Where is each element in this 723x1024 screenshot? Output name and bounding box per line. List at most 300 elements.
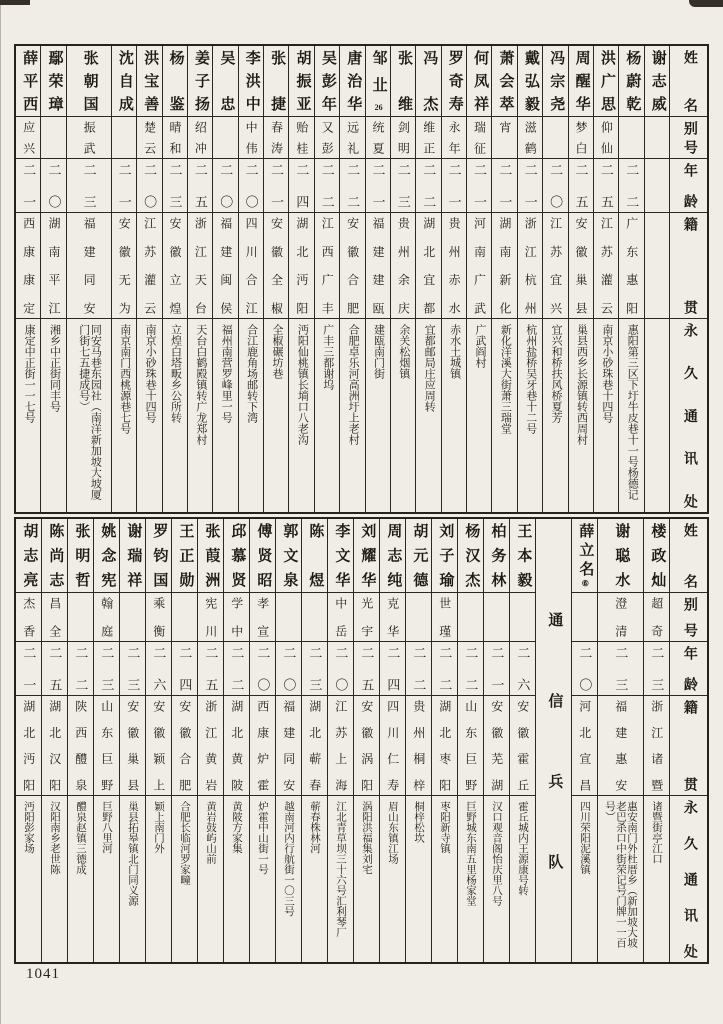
native-cell [354,696,379,796]
native-text: 浙江诸暨 [649,700,664,791]
age-text: 二三 [395,163,411,208]
age-text: 二四 [294,163,310,208]
addr-text: 涡阳洪福集刘宅 [361,801,372,875]
age-cell [484,642,509,696]
name-cell [276,519,301,593]
native-cell [213,213,237,319]
age-cell [239,159,263,213]
person-column [212,46,237,512]
addr-cell [442,319,466,512]
age-text: 二〇 [255,646,271,691]
native-cell [391,213,415,319]
name-cell [112,46,136,117]
name-cell [315,46,339,117]
age-cell [94,642,119,696]
addr-text: 巢县拓皋镇北门同义源 [127,801,138,906]
name-text: 谢瑞祥 [125,523,142,588]
age-cell [289,159,313,213]
person-column [379,519,405,962]
person-column [597,519,643,962]
alias-cell [619,117,643,159]
alias-text: 仰仙 [599,121,614,154]
addr-cell [163,319,187,512]
name-cell [380,519,405,593]
age-cell [224,642,249,696]
native-cell [137,213,161,319]
person-column [171,519,197,962]
header-text: 籍贯 [681,217,697,314]
native-text: 江西广丰 [320,217,335,314]
page-number: 1041 [26,966,60,982]
native-cell [67,213,111,319]
alias-cell [67,117,111,159]
alias-cell [572,593,597,642]
age-text: 二三 [125,646,141,691]
age-text: 二六 [151,646,167,691]
addr-cell [645,319,669,512]
name-text: 沈自成 [116,50,133,112]
person-column [263,46,288,512]
person-column [571,519,597,962]
addr-cell [42,796,67,962]
age-text: 二二 [229,646,245,691]
name-cell [354,519,379,593]
addr-text: 江北青草坝三十六号汇利琴厂 [335,801,346,938]
native-text: 江苏上海 [333,700,348,791]
name-cell [366,46,390,117]
native-cell [569,213,593,319]
alias-text: 中伟 [244,121,259,154]
person-column [365,46,390,512]
age-text: 二一 [446,163,462,208]
age-cell [467,159,491,213]
addr-text: 南京小砂珠巷十四号 [144,324,157,423]
name-cell [239,46,263,117]
name-cell [67,46,111,117]
age-cell [188,159,212,213]
age-cell [315,159,339,213]
age-cell [518,159,542,213]
person-column [327,519,353,962]
native-text: 贵州赤水 [447,217,462,314]
addr-text: 醴泉赵镇三德成 [75,801,86,875]
alias-cell [41,117,65,159]
native-cell [224,696,249,796]
alias-cell [406,593,431,642]
alias-cell [289,117,313,159]
addr-cell [572,796,597,962]
age-cell [146,642,171,696]
age-cell [276,642,301,696]
addr-text: 炉霍中山街一号 [257,801,268,875]
name-text: 郭文泉 [281,523,298,588]
person-column [644,46,669,512]
native-cell [188,213,212,319]
alias-cell [315,117,339,159]
alias-cell [264,117,288,159]
section-label: 通信兵队 [546,612,563,869]
addr-cell [239,319,263,512]
age-text: 二三 [613,646,629,691]
header-cell [670,696,707,796]
addr-text: 宜都邮局庄应周转 [423,324,436,412]
name-text: 何凤祥 [472,50,489,112]
native-text: 安徽颖上 [151,700,166,791]
native-cell [94,696,119,796]
header-cell [670,796,707,962]
age-cell [112,159,136,213]
alias-text: 应兴 [21,121,36,154]
age-text: 二五 [203,646,219,691]
scan-artifact [689,0,723,7]
header-text: 姓名 [681,523,697,588]
native-cell [16,213,40,319]
addr-cell [41,319,65,512]
age-text: 二〇 [218,163,234,208]
addr-cell [120,796,145,962]
native-cell [467,213,491,319]
person-column [457,519,483,962]
addr-text: 巨野八里河 [101,801,112,854]
alias-cell [598,593,643,642]
age-cell [366,159,390,213]
native-text: 湖北沔阳 [21,700,36,791]
name-text: 戴弘毅 [522,50,539,112]
alias-cell [198,593,223,642]
name-cell [598,519,643,593]
name-cell [594,46,618,117]
table-bottom [14,517,709,964]
addr-text: 合江鹿角场邮转下湾 [245,324,258,423]
alias-cell [120,593,145,642]
native-text: 安徽霍丘 [515,700,530,791]
addr-cell [188,319,212,512]
age-text: 二二 [463,646,479,691]
age-text: 二三 [81,163,97,208]
addr-cell [416,319,440,512]
addr-cell [213,319,237,512]
addr-text: 合肥卓乐河高洲圩上老村 [347,324,360,445]
alias-cell [328,593,353,642]
alias-text: 宵 [497,121,512,133]
alias-cell [172,593,197,642]
name-text: 冯宗尧 [548,50,565,112]
name-text: 杨汉杰 [463,523,480,588]
addr-text: 巨野城东南五里杨家堂 [465,801,476,906]
age-cell [328,642,353,696]
native-cell [432,696,457,796]
age-text: 二〇 [577,646,593,691]
addr-cell [598,796,643,962]
age-cell [120,642,145,696]
age-text: 二一 [21,163,37,208]
footnote-mark: ⑥ [581,578,589,588]
person-column [568,46,593,512]
age-cell [172,642,197,696]
native-cell [163,213,187,319]
header-cell [670,213,707,319]
name-cell [146,519,171,593]
native-text: 江苏灌云 [599,217,614,314]
name-text: 洪广思 [598,50,615,112]
age-text: 二〇 [333,646,349,691]
age-cell [340,159,364,213]
age-cell [406,642,431,696]
addr-cell [137,319,161,512]
header-text: 别号 [681,121,697,154]
name-text: 胡振亚 [294,50,311,112]
alias-text: 孝宣 [255,597,270,637]
name-text: 姜子扬 [192,50,209,112]
addr-text: 天台白鹤殿镇转广龙郑村 [194,324,207,445]
addr-text: 余关松烟镇 [397,324,410,379]
age-cell [302,642,327,696]
age-text: 二四 [385,646,401,691]
person-column [275,519,301,962]
person-column [517,46,542,512]
name-cell [41,46,65,117]
addr-text: 惠安南门外杜厝乡（新加坡大坡老巴杀口中街荣记号门牌一一百号） [603,801,638,948]
name-text: 冯杰 [421,50,438,112]
person-column [93,519,119,962]
native-text: 广东惠阳 [624,217,639,314]
native-cell [644,696,669,796]
age-cell [16,159,40,213]
native-text: 安徽全椒 [269,217,284,314]
name-cell [432,519,457,593]
addr-cell [569,319,593,512]
addr-text: 巢县西乡长源镇转西周村 [575,324,588,445]
native-text: 四川仁寿 [385,700,400,791]
header-text: 永久通讯处 [681,800,697,958]
name-cell [543,46,567,117]
alias-text: 世瑾 [437,597,452,637]
age-text: 二一 [269,163,284,208]
alias-text: 剑明 [396,121,411,154]
addr-text: 沔阳仙桃镇长埫口八老沟 [296,324,309,445]
native-cell [68,696,93,796]
age-cell [416,159,440,213]
alias-cell [380,593,405,642]
scan-artifact [0,0,30,5]
alias-cell [224,593,249,642]
name-cell [264,46,288,117]
alias-text: 中岳 [333,597,348,637]
alias-cell [510,593,535,642]
name-cell [120,519,145,593]
name-cell [569,46,593,117]
alias-text: 春涛 [269,121,284,154]
section-divider-column [535,519,571,962]
native-cell [172,696,197,796]
alias-cell [340,117,364,159]
name-cell [492,46,516,117]
addr-text: 黄陂方家集 [231,801,242,854]
native-text: 河南广武 [472,217,487,314]
native-cell [572,696,597,796]
alias-text: 乘衡 [151,597,166,637]
addr-cell [391,319,415,512]
name-text: 谢聪水 [613,523,630,588]
name-text: 谢志威 [649,50,666,112]
name-cell [458,519,483,593]
alias-cell [391,117,415,159]
header-cell [670,319,707,512]
person-column [40,46,65,512]
name-cell [213,46,237,117]
addr-text: 蕲春株林河 [309,801,320,854]
age-cell [68,642,93,696]
age-cell [354,642,379,696]
native-cell [340,213,364,319]
addr-cell [518,319,542,512]
addr-text: 诸暨街亭江口 [651,801,662,864]
age-cell [572,642,597,696]
native-text: 湖北沔阳 [294,217,309,314]
age-text: 二六 [515,646,531,691]
native-cell [442,213,466,319]
alias-cell [645,117,669,159]
alias-text: 昌全 [47,597,62,637]
name-cell [68,519,93,593]
age-text: 二二 [421,163,437,208]
alias-cell [484,593,509,642]
age-cell [391,159,415,213]
native-text: 浙江黄岩 [203,700,218,791]
native-cell [492,213,516,319]
age-cell [42,642,67,696]
name-text: 陈尚志 [47,523,64,588]
person-column [119,519,145,962]
age-cell [510,642,535,696]
native-cell [41,213,65,319]
alias-cell [366,117,390,159]
addr-text: 康定中正街一一七号 [23,324,36,423]
addr-text: 霍丘城内王源康号转 [517,801,528,896]
addr-cell [492,319,516,512]
person-column [593,46,618,512]
addr-text: 全椒碾坊巷 [270,324,283,379]
header-text: 籍贯 [681,700,697,791]
name-text: 楼政灿 [649,523,666,588]
native-text: 西康炉霍 [255,700,270,791]
native-text: 西康康定 [21,217,36,314]
addr-cell [467,319,491,512]
alias-cell [569,117,593,159]
header-cell [670,159,707,213]
addr-text: 四川荣阳泥溪镇 [579,801,590,875]
age-cell [492,159,516,213]
age-text: 二五 [47,646,63,691]
name-text: 周醒华 [573,50,590,112]
alias-text: 滋鹤 [523,121,538,154]
native-text: 江苏宜兴 [548,217,563,314]
name-text: 邱慕贤 [229,523,246,588]
name-text: 张朝国 [81,50,98,112]
alias-cell [137,117,161,159]
addr-cell [276,796,301,962]
name-text: 张捷 [269,50,286,112]
name-cell [518,46,542,117]
age-cell [645,159,669,213]
name-text: 罗奇寿 [446,50,463,112]
person-column [441,46,466,512]
alias-cell [112,117,136,159]
native-text: 安徽巢县 [573,217,588,314]
age-cell [598,642,643,696]
name-text: 傅贤昭 [255,523,272,588]
native-text: 湖北蕲春 [307,700,322,791]
name-text: 周志纯 [385,523,402,588]
native-cell [380,696,405,796]
native-cell [645,213,669,319]
alias-cell [250,593,275,642]
addr-cell [354,796,379,962]
addr-text: 立煌白塔畈乡公所转 [169,324,182,423]
addr-cell [594,319,618,512]
native-text: 福建闽侯 [218,217,233,314]
header-column [669,519,707,962]
addr-cell [458,796,483,962]
person-column [431,519,457,962]
native-text: 福建建瓯 [370,217,385,314]
addr-text: 同安马巷东园社（南洋新加坡大坡厦门街七五捷成号） [77,324,102,500]
alias-cell [213,117,237,159]
age-text: 二三 [99,646,115,691]
native-cell [42,696,67,796]
native-text: 浙江杭州 [523,217,538,314]
name-cell [467,46,491,117]
person-column [542,46,567,512]
addr-text: 宜兴和桥扶风桥夏芳 [550,324,563,423]
person-column [162,46,187,512]
native-cell [16,696,41,796]
addr-text: 合肥长临河罗家疃 [179,801,190,885]
alias-cell [302,593,327,642]
name-cell [94,519,119,593]
name-text: 姚念宪 [99,523,116,588]
addr-text: 越南河内行航街一〇三号 [283,801,294,917]
person-column [16,46,40,512]
person-column [405,519,431,962]
addr-text: 南京小砂珠巷十四号 [600,324,613,423]
alias-text: 远礼 [345,121,360,154]
addr-cell [224,796,249,962]
addr-cell [328,796,353,962]
age-cell [619,159,643,213]
addr-cell [380,796,405,962]
addr-text: 黄岩鼓屿山前 [205,801,216,864]
native-text: 湖北黄陂 [229,700,244,791]
addr-text: 眉山东镇江场 [387,801,398,864]
alias-text: 永年 [447,121,462,154]
addr-cell [68,796,93,962]
native-cell [302,696,327,796]
name-cell [16,46,40,117]
alias-text: 梦白 [573,121,588,154]
native-text: 湖南新化 [497,217,512,314]
addr-cell [94,796,119,962]
alias-cell [276,593,301,642]
name-cell [198,519,223,593]
native-text: 福建同安 [281,700,296,791]
age-text: 二三 [167,163,183,208]
native-cell [120,696,145,796]
name-text: 鄢荣璋 [46,50,63,112]
name-text: 邹㐀26 [370,50,387,112]
age-cell [458,642,483,696]
addr-cell [432,796,457,962]
